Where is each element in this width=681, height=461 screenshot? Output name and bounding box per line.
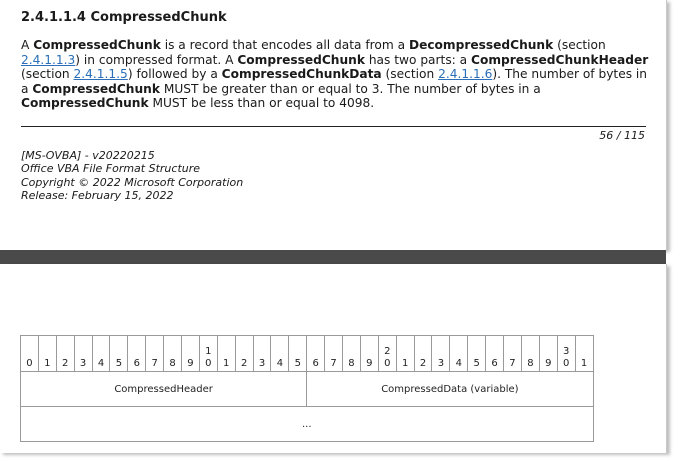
bit-units: 6 [133,358,140,369]
section-link-2-4-1-1-6[interactable]: 2.4.1.1.6 [438,67,493,82]
packet-diagram [20,335,594,442]
term-compressedchunkdata: CompressedChunkData [221,67,382,82]
bit-number-cell [217,336,235,372]
bit-units: 9 [545,358,552,369]
term-compressedchunk: CompressedChunk [21,96,149,111]
bit-number-cell [539,336,557,372]
section-link-2-4-1-1-5[interactable]: 2.4.1.1.5 [73,67,128,82]
page-number: 56 / 115 [599,129,645,142]
bit-number-cell [504,336,522,372]
text-run: MUST be greater than or equal to 3. The number of bytes in a [159,81,541,96]
bit-number-cell [271,336,289,372]
bit-units: 0 [205,358,212,369]
bit-units: 1 [401,358,409,369]
bit-number-cell [182,336,200,372]
bit-number-cell [378,336,396,372]
bit-number-cell [146,336,164,372]
bit-number-cell [450,336,468,372]
term-decompressedchunk: DecompressedChunk [408,38,554,52]
bit-units: 0 [26,358,33,369]
bit-units: 1 [580,358,588,369]
bit-number-cell [468,336,486,372]
bit-units: 3 [258,358,266,369]
bit-number-row [21,336,594,372]
bit-units: 7 [151,358,158,369]
text-run: MUST be less than or equal to 4098. [148,96,375,111]
bit-units: 4 [97,358,105,369]
bit-number-cell [432,336,450,372]
text-run: ) followed by a [127,67,222,82]
term-compressedchunk: CompressedChunk [33,38,161,52]
bit-units: 4 [276,358,284,369]
text-run: ). The number of bytes in a [21,67,648,96]
field-compressed-data: CompressedData (variable) [307,372,593,407]
bit-units: 7 [330,358,337,369]
section-title: CompressedChunk [90,10,227,25]
continuation-row [21,407,594,442]
term-compressedchunk: CompressedChunk [237,52,365,67]
bit-number-cell [360,336,378,372]
footer-divider [21,126,646,127]
bit-units: 8 [527,358,534,369]
footer-metadata [21,149,243,202]
footer-doc-title: Office VBA File Format Structure [21,162,201,176]
bit-number-cell [92,336,110,372]
bit-number-cell [74,336,92,372]
field-row [21,372,594,407]
bit-number-cell [325,336,343,372]
bit-units: 9 [366,358,373,369]
bit-number-cell [396,336,414,372]
text-run: (section [381,67,439,82]
bit-number-cell [128,336,146,372]
term-compressedchunkheader: CompressedChunkHeader [471,52,649,67]
text-run: A [21,38,34,52]
bit-units: 2 [419,358,427,369]
bit-number-cell [414,336,432,372]
bit-units: 8 [348,358,355,369]
bit-number-cell [56,336,74,372]
field-compressed-header: CompressedHeader [21,372,307,407]
bit-units: 3 [437,358,445,369]
bit-number-cell [486,336,504,372]
bit-units: 8 [169,358,176,369]
bit-units: 6 [491,358,498,369]
bit-tens: 3 [562,346,570,357]
bit-units: 5 [473,358,480,369]
text-run: (section [21,67,74,82]
bit-tens: 2 [384,346,391,357]
bit-number-cell [38,336,56,372]
continuation-ellipsis: ... [21,407,594,442]
bit-number-cell [199,336,217,372]
section-link-2-4-1-1-3[interactable]: 2.4.1.1.3 [21,52,76,67]
bit-units: 2 [240,358,248,369]
footer-doc-id: [MS-OVBA] - v20220215 [21,149,155,162]
section-paragraph [21,38,649,111]
bit-tens: 1 [205,346,212,357]
bit-number-cell [557,336,575,372]
bit-units: 5 [294,358,301,369]
text-run: ) in compressed format. A [75,52,238,67]
bit-units: 1 [223,358,230,369]
bit-number-cell [289,336,307,372]
section-heading [21,10,227,25]
bit-number-cell [253,336,271,372]
footer-copyright: Copyright © 2022 Microsoft Corporation [21,175,244,189]
bit-number-cell [164,336,182,372]
text-run: has two parts: a [364,52,471,67]
bit-units: 6 [312,358,319,369]
bit-units: 2 [62,358,69,369]
footer-release: Release: February 15, 2022 [21,188,174,202]
bit-number-cell [521,336,539,372]
bit-units: 3 [79,358,87,369]
bit-number-cell [110,336,128,372]
term-compressedchunk: CompressedChunk [32,81,160,96]
text-run: (section [553,38,606,52]
bit-units: 7 [509,358,516,369]
bit-number-cell [235,336,253,372]
page-separator [0,250,666,264]
bit-number-cell [575,336,593,372]
bit-units: 5 [115,358,123,369]
bit-units: 1 [44,358,51,369]
section-number: 2.4.1.1.4 [21,10,86,25]
bit-units: 4 [455,358,462,369]
bit-number-cell [21,336,39,372]
bit-number-cell [307,336,325,372]
bit-units: 9 [187,358,194,369]
bit-units: 0 [384,358,391,369]
bit-units: 0 [562,358,570,369]
bit-number-cell [343,336,361,372]
text-run: is a record that encodes all data from a [160,38,409,52]
